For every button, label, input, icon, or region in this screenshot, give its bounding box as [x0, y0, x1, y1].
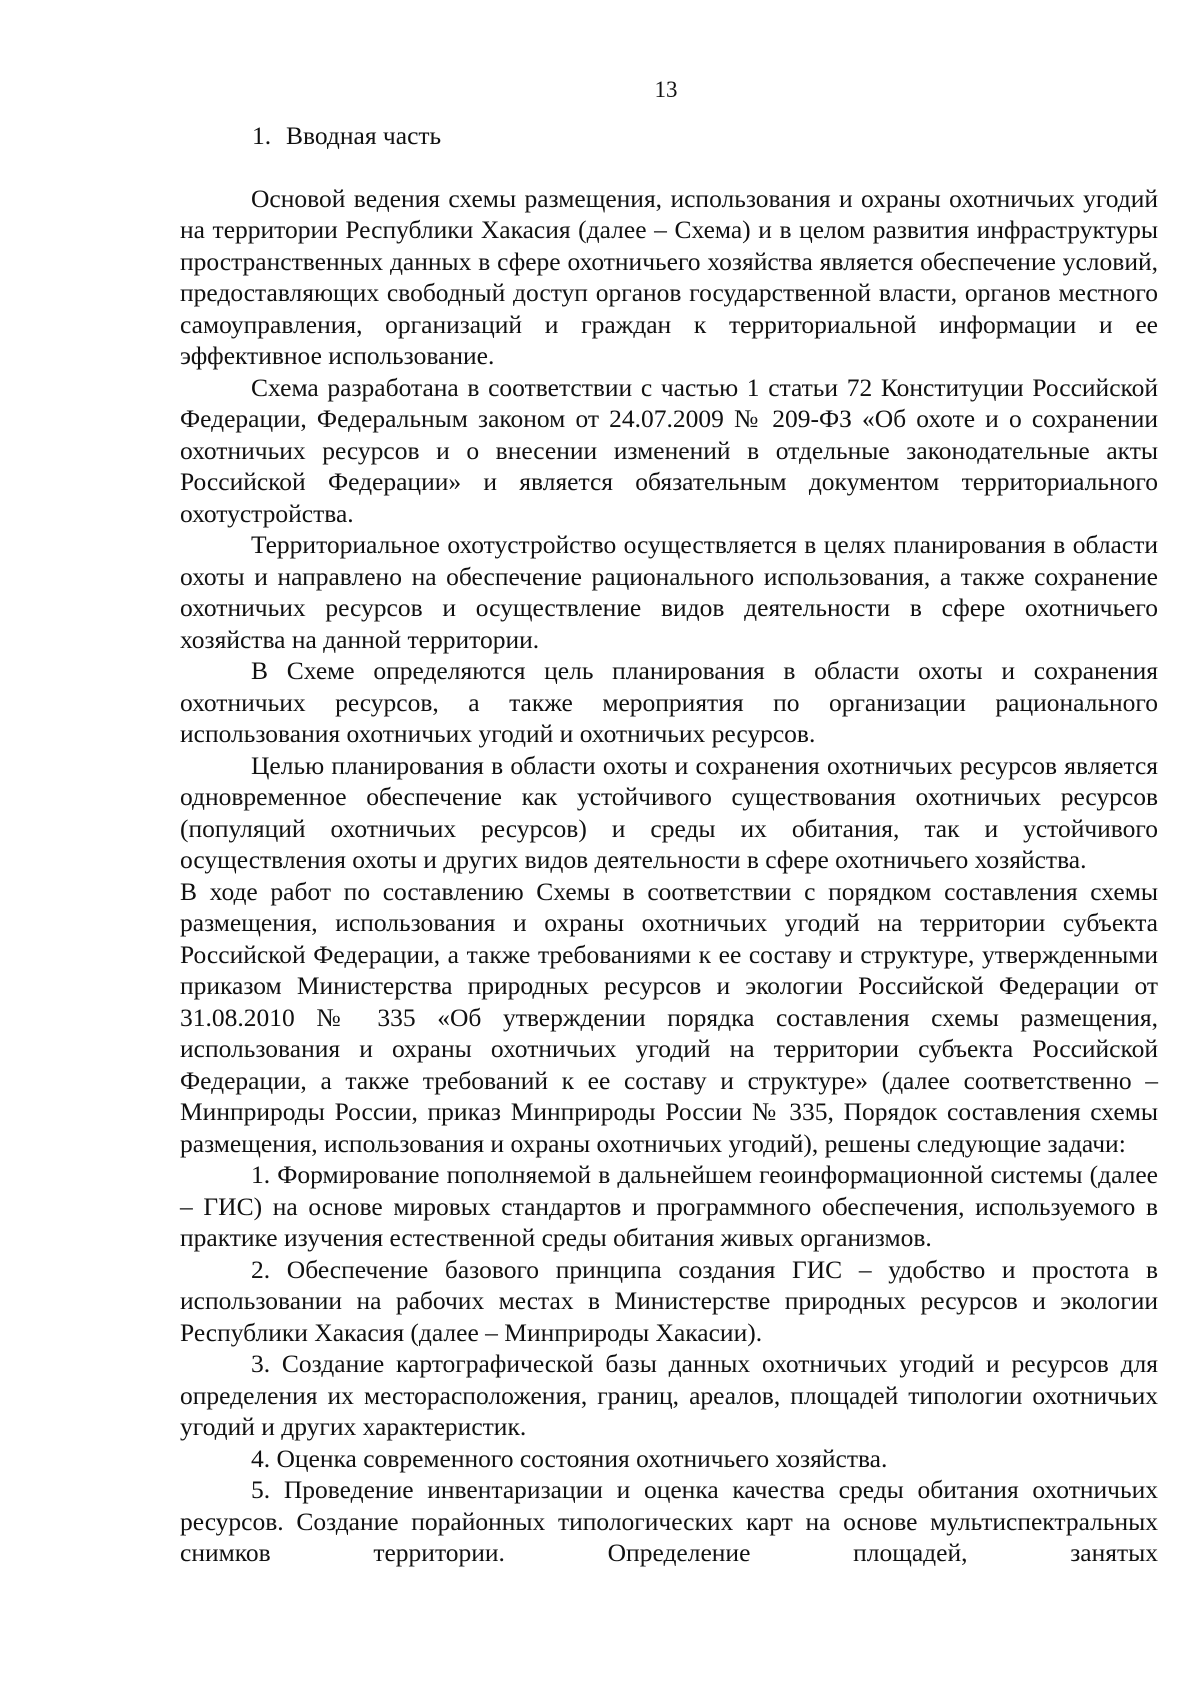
- section-heading: [180, 120, 1158, 152]
- paragraph-planning-purpose: Целью планирования в области охоты и сохранения охотничьих ресурсов является одновременное обеспечение как устойчивого существования охотничьих ресурсов (популяций охотничьих ресурсов) и среды их обитания, так и устойчивого осуществления охоты и других видов деятельности в сфере охотничьего хозяйства.: [180, 750, 1158, 874]
- list-item-task-2: 2. Обеспечение базового принципа создания ГИС – удобство и простота в использовании на рабочих местах в Министерстве природных ресурсов и экологии Республики Хакасия (далее – Минприроды Хакасии).: [180, 1254, 1158, 1347]
- paragraph-scheme-basis: Схема разработана в соответствии с частью 1 статьи 72 Конституции Российской Федерации, Федеральным законом от 24.07.2009 № 209-ФЗ «Об охоте и о сохранении охотничьих ресурсов и о внесении изменений в отдельные законодательные акты Российской Федерации» и является обязательным документом территориального охотустройства.: [180, 372, 1158, 528]
- paragraph-territorial-hunting: Территориальное охотустройство осуществляется в целях планирования в области охоты и направлено на обеспечение рационального использования, а также сохранение охотничьих ресурсов и осуществление видов деятельности в сфере охотничьего хозяйства на данной территории.: [180, 530, 1158, 654]
- list-item-task-1: 1. Формирование пополняемой в дальнейшем геоинформационной системы (далее – ГИС) на основе мировых стандартов и программного обеспечения, используемого в практике изучения естественной среды обитания живых организмов.: [180, 1160, 1158, 1252]
- list-item-task-3: 3. Создание картографической базы данных охотничьих угодий и ресурсов для определения их месторасположения, границ, ареалов, площадей типологии охотничьих угодий и других характеристик.: [180, 1349, 1158, 1441]
- list-item-task-4: 4. Оценка современного состояния охотничьего хозяйства.: [251, 1443, 888, 1473]
- paragraph-planning-goal: В Схеме определяются цель планирования в области охоты и сохранения охотничьих ресурсов, а также мероприятия по организации рационального использования охотничьих угодий и охотничьих ресурсов.: [180, 656, 1158, 748]
- section-title: Вводная часть: [286, 121, 442, 150]
- page-content: [180, 120, 1158, 1569]
- section-number: 1.: [252, 121, 272, 150]
- paragraph-intro: Основой ведения схемы размещения, использования и охраны охотничьих угодий на территории Республики Хакасия (далее – Схема) и в целом развития инфраструктуры пространственных данных в сфере охотничьего хозяйства является обеспечение условий, предоставляющих свободный доступ органов государственной власти, органов местного самоуправления, организаций и граждан к территориальной информации и ее эффективное использование.: [180, 183, 1158, 370]
- list-item-task-5: 5. Проведение инвентаризации и оценка качества среды обитания охотничьих ресурсов. Создание порайонных типологических карт на основе мультиспектральных снимков территории. Определение площадей, занятых: [180, 1475, 1158, 1567]
- page-number: 13: [654, 77, 678, 102]
- paragraph-tasks-intro: В ходе работ по составлению Схемы в соответствии с порядком составления схемы размещения, использования и охраны охотничьих угодий на территории субъекта Российской Федерации, а также требованиями к ее составу и структуре, утвержденными приказом Министерства природных ресурсов и экологии Российской Федерации от 31.08.2010 № 335 «Об утверждении порядка составления схемы размещения, использования и охраны охотничьих угодий на территории субъекта Российской Федерации, а также требований к ее составу и структуре» (далее соответственно – Минприроды России, приказ Минприроды России № 335, Порядок составления схемы размещения, использования и охраны охотничьих угодий), решены следующие задачи:: [180, 876, 1158, 1158]
